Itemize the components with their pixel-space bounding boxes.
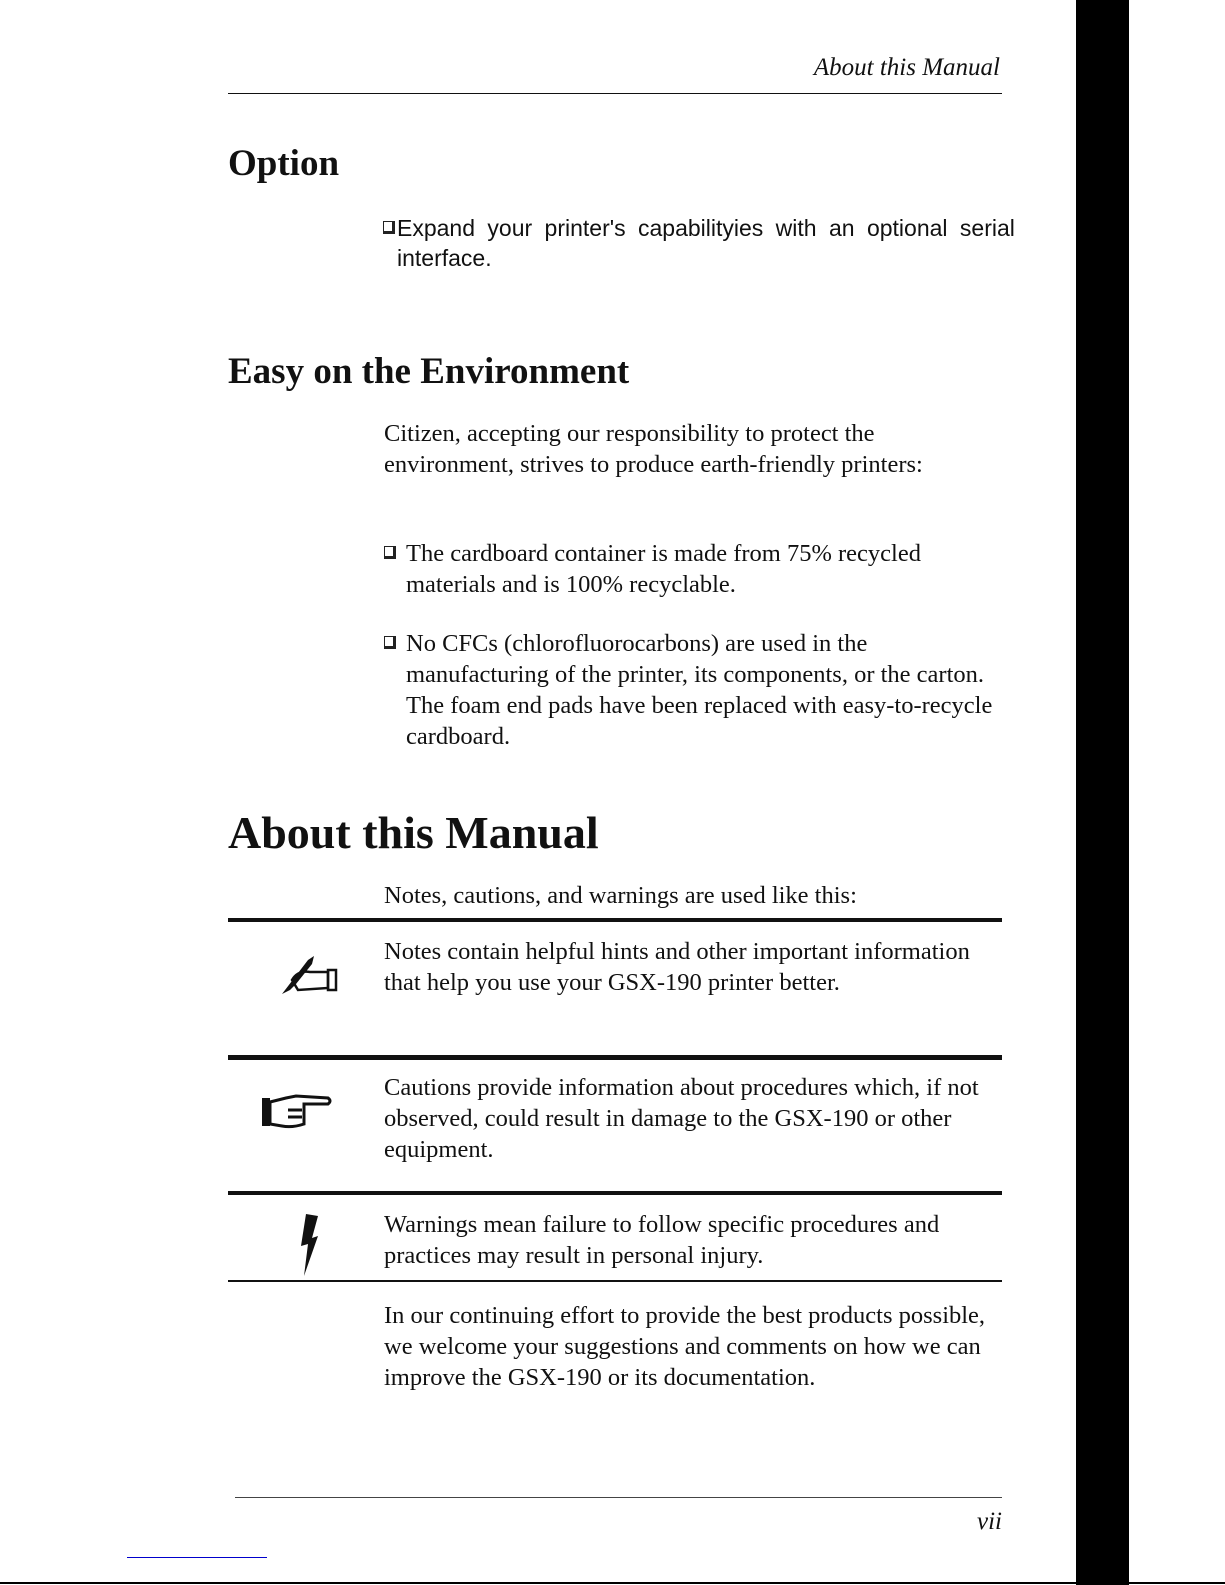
bullet-text: Expand your printer's capabilityies with an optional serial interface.	[397, 215, 1015, 271]
option-heading: Option	[228, 143, 340, 184]
warning-rule	[228, 1191, 1002, 1195]
footer-rule	[235, 1497, 1002, 1498]
bullet-text: The cardboard container is made from 75% recycled materials and is 100% recyclable.	[406, 540, 921, 598]
environment-bullet	[384, 628, 994, 752]
bullet-text: No CFCs (chlorofluorocarbons) are used in the manufacturing of the printer, its components, or the carton. The foam end pads have been replaced with easy-to-recycle cardboard.	[406, 630, 993, 750]
warning-text: Warnings mean failure to follow specific procedures and practices may result in personal injury.	[384, 1211, 940, 1269]
option-bullet	[383, 213, 1063, 273]
environment-heading: Easy on the Environment	[228, 351, 630, 392]
environment-intro: Citizen, accepting our responsibility to protect the environment, strives to produce earth-friendly printers:	[384, 420, 923, 478]
link-underline[interactable]	[127, 1557, 267, 1558]
lightning-bolt-icon	[298, 1214, 320, 1281]
page-number: vii	[977, 1508, 1002, 1535]
header-rule	[228, 93, 1002, 94]
warning-bottom-rule	[228, 1280, 1002, 1282]
environment-bullet	[384, 538, 924, 600]
manual-intro: Notes, cautions, and warnings are used like this:	[384, 882, 857, 909]
checkbox-bullet-icon	[383, 221, 395, 234]
pointing-hand-icon	[262, 1092, 334, 1137]
caution-rule	[228, 1055, 1002, 1060]
running-header: About this Manual	[813, 54, 1000, 81]
writing-hand-icon	[278, 950, 344, 1003]
note-rule	[228, 918, 1002, 922]
checkbox-bullet-icon	[384, 636, 396, 649]
closing-paragraph: In our continuing effort to provide the best products possible, we welcome your suggestions and comments on how we can improve the GSX-190 or its documentation.	[384, 1302, 986, 1391]
bottom-border	[0, 1582, 1225, 1584]
checkbox-bullet-icon	[384, 546, 396, 559]
note-text: Notes contain helpful hints and other important information that help you use your GSX-190 printer better.	[384, 938, 970, 996]
edge-bar	[1076, 0, 1129, 1585]
caution-text: Cautions provide information about procedures which, if not observed, could result in damage to the GSX-190 or other equipment.	[384, 1074, 979, 1163]
manual-heading: About this Manual	[228, 807, 599, 858]
